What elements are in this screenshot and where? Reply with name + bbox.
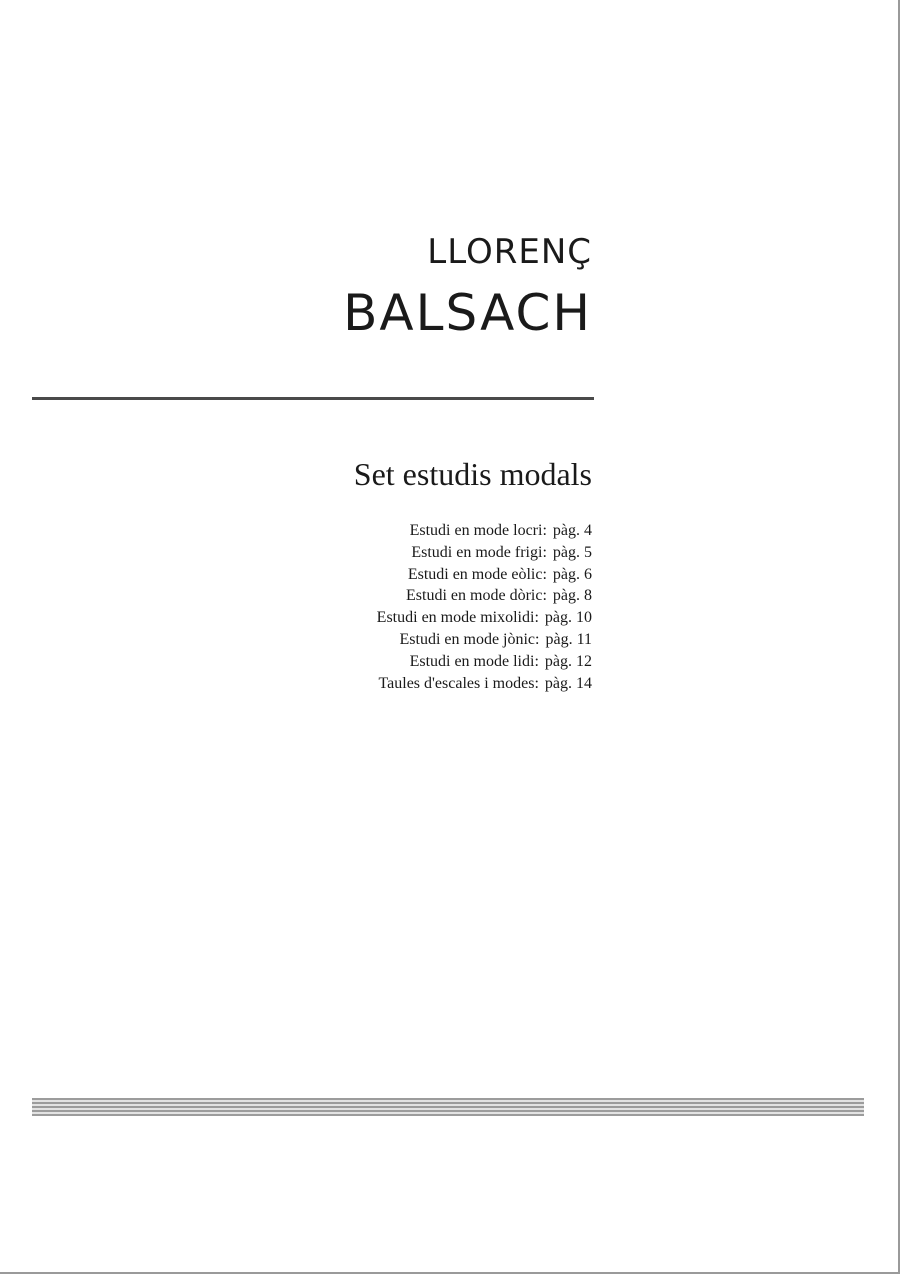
author-first-name: LLORENÇ	[427, 232, 592, 272]
toc-entry	[377, 542, 592, 564]
toc-entry	[377, 520, 592, 542]
toc-entry-page: pàg. 12	[544, 652, 592, 670]
toc-entry	[377, 607, 592, 629]
toc-entry-label: Estudi en mode dòric:	[406, 587, 547, 605]
toc-entry	[377, 651, 592, 673]
toc-entry-label: Estudi en mode eòlic:	[407, 565, 547, 583]
toc-entry	[377, 564, 592, 586]
footer-divider	[32, 1098, 864, 1116]
toc-entry	[377, 673, 592, 695]
toc-entry	[377, 629, 592, 651]
toc-entry-label: Estudi en mode lidi:	[409, 652, 539, 670]
toc-entry-label: Estudi en mode frigi:	[411, 543, 547, 561]
title-divider	[32, 397, 594, 400]
work-title: Set estudis modals	[353, 456, 592, 492]
toc-entry-label: Taules d'escales i modes:	[378, 674, 539, 692]
toc-entry-label: Estudi en mode locri:	[409, 522, 547, 539]
toc-entry-label: Estudi en mode jònic:	[399, 630, 540, 648]
table-of-contents	[377, 520, 592, 694]
toc-entry-page: pàg. 4	[552, 522, 592, 539]
toc-entry-page: pàg. 10	[544, 609, 592, 627]
toc-entry-page: pàg. 6	[552, 565, 592, 583]
author-last-name: BALSACH	[343, 284, 592, 342]
toc-entry-page: pàg. 11	[545, 630, 592, 648]
toc-entry-page: pàg. 8	[552, 587, 592, 605]
toc-entry-label: Estudi en mode mixolidi:	[376, 609, 539, 627]
toc-entry	[377, 585, 592, 607]
toc-entry-page: pàg. 5	[552, 543, 592, 561]
toc-entry-page: pàg. 14	[544, 674, 592, 692]
